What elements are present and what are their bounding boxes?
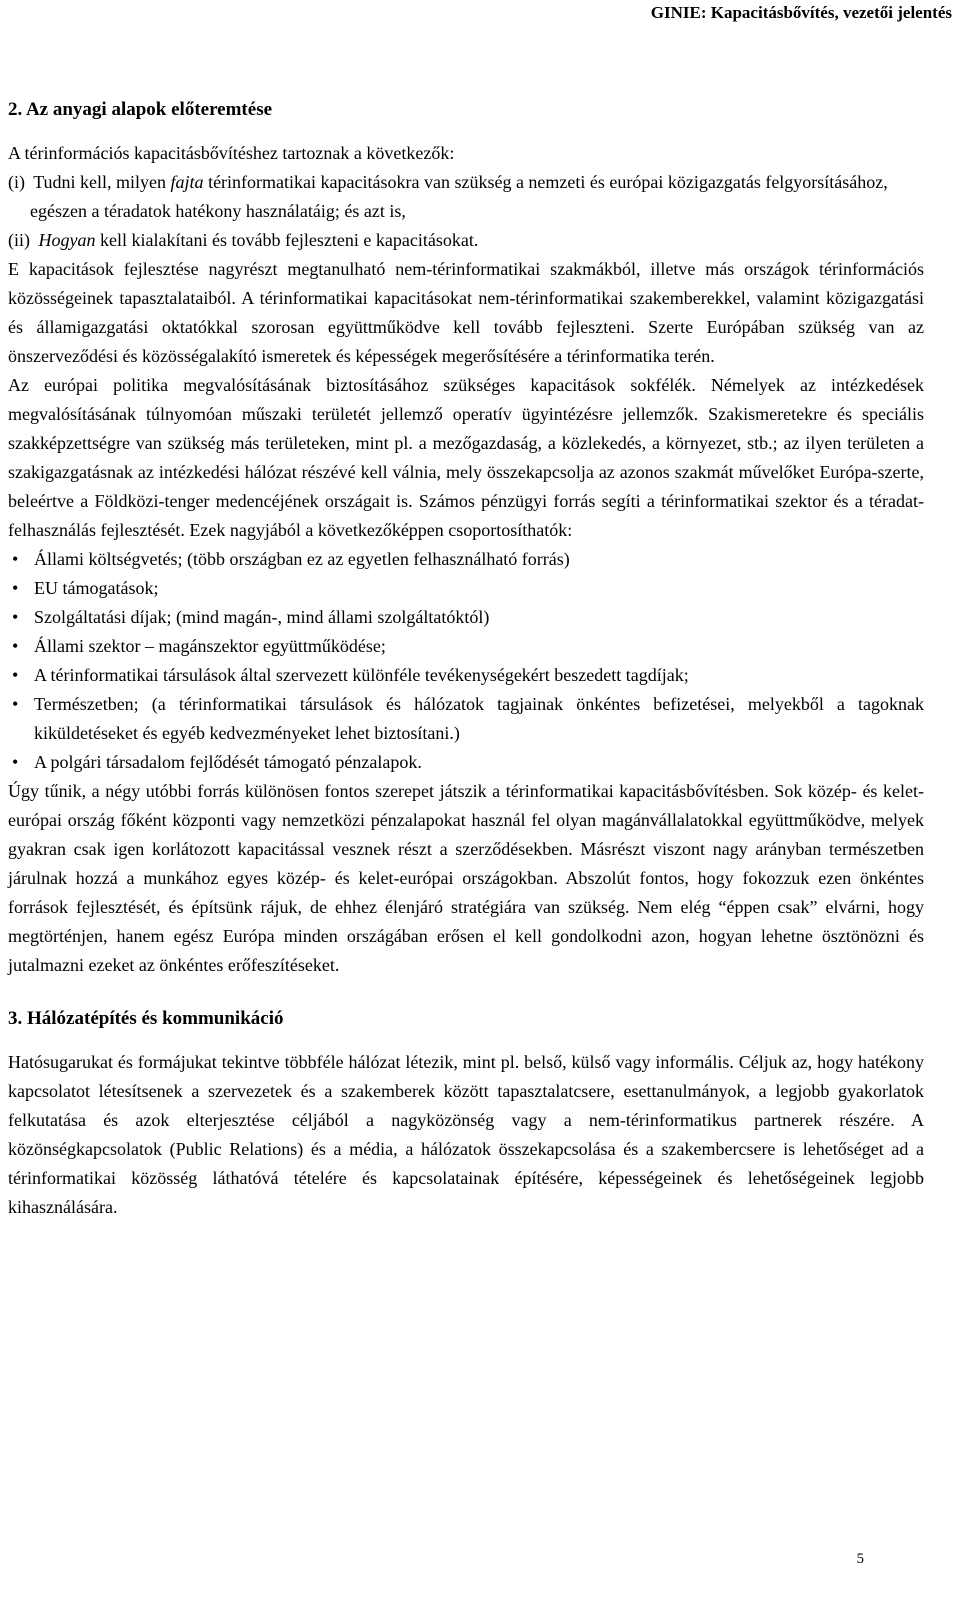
paragraph-eu-policy: Az európai politika megvalósításának biztosításához szükséges kapacitások sokfélék. Némelyek az intézkedések megvalósításának túlnyomóan műszaki területét jellemző operatív ügyintézésre jellemzők. Szakismeretekre és speciális szakképzettségre van szükség más területeken, mint pl. a mezőgazdaság, a közlekedés, a környezet, stb.; az ilyen területen a szakigazgatásnak az intézkedési hálózat részévé kell válnia, mely összekapcsolja az azonos szakmát művelőket Európa-szerte, beleértve a Földközi-tenger medencéjének országait is. Számos pénzügyi forrás segíti a térinformatikai szektor és a téradat-felhasználás fejlesztését. Ezek nagyjából a következőképpen csoportosíthatók: bbox=[8, 375, 924, 540]
paragraph-voluntary-sources: Úgy tűnik, a négy utóbbi forrás különösen fontos szerepet játszik a térinformatikai kapacitásbővítésben. Sok közép- és kelet-európai ország főként központi vagy nemzetközi pénzalapokat használ fel olyan magánvállalatokkal együttműködve, melyek gyakran csak igen korlátozott kapacitással vesznek részt a szerződésekben. Másrészt viszont nagy arányban természetben járulnak hozzá a munkához egyes közép- és kelet-európai országokban. Abszolút fontos, hogy fokozzuk ezen önkéntes források fejlesztését, és építsünk rájuk, de ehhez élenjáró stratégiára van szükség. Nem elég “éppen csak” elvárni, hogy megtörténjen, hanem egész Európa minden országában erősen el kell gondolkodni azon, hogyan lehetne ösztönözni és jutalmazni ezeket az önkéntes erőfeszítéseket. bbox=[8, 781, 924, 975]
funding-sources-list bbox=[8, 545, 924, 777]
bullet-item: • A térinformatikai társulások által szervezett különféle tevékenységekért beszedett tagdíjak; bbox=[8, 661, 924, 690]
bullet-item: • Állami szektor – magánszektor együttműködése; bbox=[8, 632, 924, 661]
list-item-text-after: térinformatikai kapacitásokra van szükség a nemzeti és európai közigazgatás felgyorsításához, egészen a téradatok hatékony használatáig; és azt is, bbox=[30, 172, 888, 221]
list-item-label: (i) bbox=[8, 172, 25, 192]
bullet-item: • Szolgáltatási díjak; (mind magán-, mind állami szolgáltatóktól) bbox=[8, 603, 924, 632]
bullet-item: • EU támogatások; bbox=[8, 574, 924, 603]
list-item-text-before: Tudni kell, milyen bbox=[33, 172, 167, 192]
section-2-intro: A térinformációs kapacitásbővítéshez tartoznak a következők: bbox=[8, 143, 455, 163]
page-body bbox=[8, 95, 924, 1222]
running-header: GINIE: Kapacitásbővítés, vezetői jelentés bbox=[650, 3, 952, 22]
bullet-item: • Természetben; (a térinformatikai társulások és hálózatok tagjainak önkéntes befizetései, melyekből a tagoknak kiküldetéseket és egyéb kedvezményeket lehet biztosítani.) bbox=[8, 690, 924, 748]
bullet-item: • A polgári társadalom fejlődését támogató pénzalapok. bbox=[8, 748, 924, 777]
list-item-label: (ii) bbox=[8, 230, 30, 250]
list-item bbox=[8, 226, 924, 255]
list-item bbox=[8, 168, 924, 226]
paragraph-capacity-development: E kapacitások fejlesztése nagyrészt megtanulható nem-térinformatikai szakmákból, illetve más országok térinformációs közösségeinek tapasztalataiból. A térinformatikai kapacitásokat nem-térinformatikai szakemberekkel, valamint közigazgatási és államigazgatási oktatókkal szorosan együttműködve kell tovább fejleszteni. Szerte Európában szükség van az önszerveződési és közösségalakító ismeretek és képességek megerősítésére a térinformatika terén. bbox=[8, 259, 924, 366]
list-item-text-after: kell kialakítani és tovább fejleszteni e kapacitásokat. bbox=[100, 230, 479, 250]
bullet-item: • Állami költségvetés; (több országban ez az egyetlen felhasználható forrás) bbox=[8, 545, 924, 574]
section-3-heading: 3. Hálózatépítés és kommunikáció bbox=[8, 1008, 284, 1029]
section-2-heading: 2. Az anyagi alapok előteremtése bbox=[8, 99, 273, 120]
paragraph-networking: Hatósugarukat és formájukat tekintve többféle hálózat létezik, mint pl. belső, külső vagy informális. Céljuk az, hogy hatékony kapcsolatot létesítsenek a szervezetek és a szakemberek között tapasztalatcsere, esettanulmányok, a legjobb gyakorlatok felkutatása és azok elterjesztése céljából a nagyközönség vagy a nem-térinformatikus partnerek részére. A közönségkapcsolatok (Public Relations) és a média, a hálózatok összekapcsolása és a szakembercsere is lehetőséget ad a térinformatikai közösség láthatóvá tételére és kapcsolatainak építésére, képességeinek és lehetőségeinek legjobb kihasználására. bbox=[8, 1052, 924, 1217]
requirements-list bbox=[8, 168, 924, 255]
list-item-emphasis: Hogyan bbox=[38, 230, 96, 250]
list-item-emphasis: fajta bbox=[170, 172, 204, 192]
page-number: 5 bbox=[856, 1551, 864, 1567]
